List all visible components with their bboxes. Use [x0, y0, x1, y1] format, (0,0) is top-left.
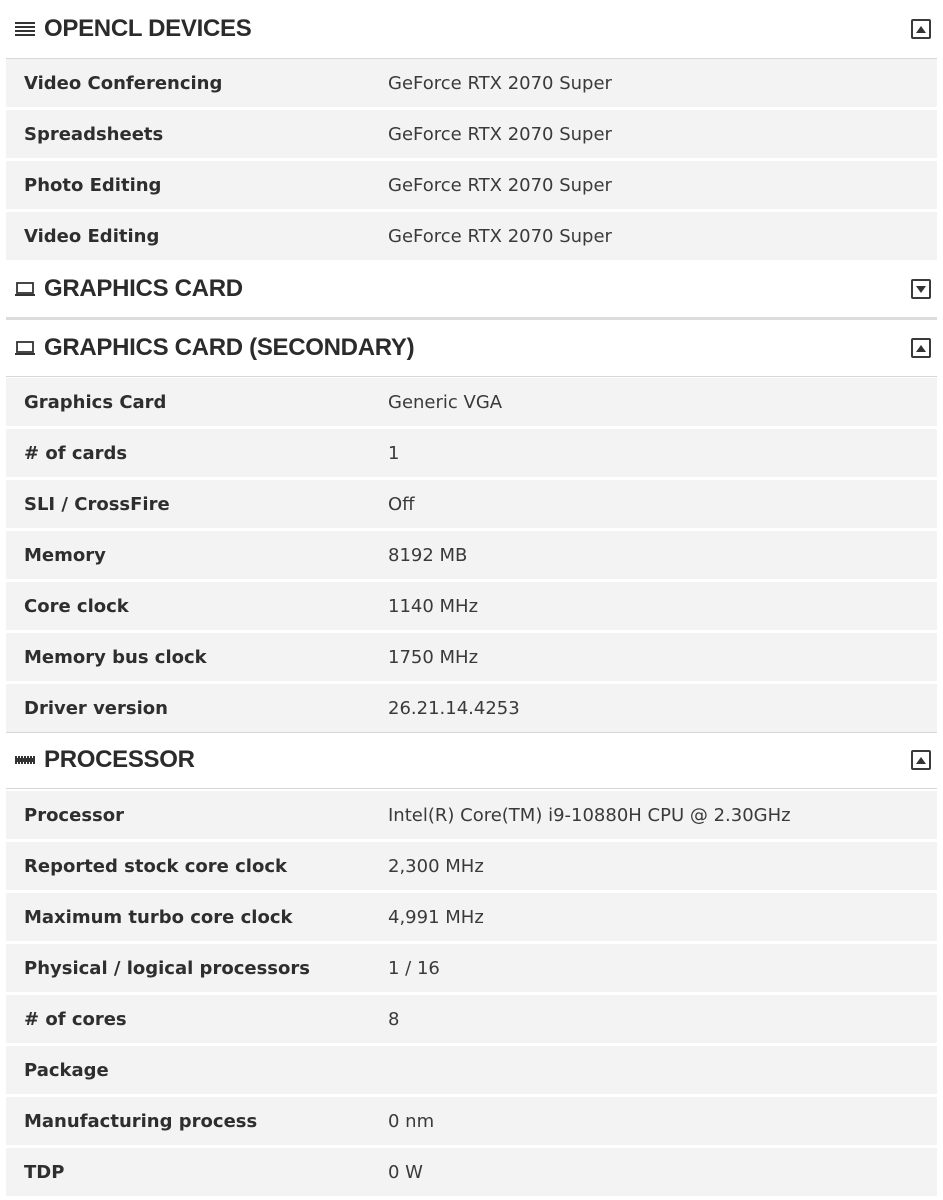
- row-value: GeForce RTX 2070 Super: [388, 174, 612, 196]
- row-label: Photo Editing: [24, 174, 162, 196]
- row-value: GeForce RTX 2070 Super: [388, 123, 612, 145]
- row-value: Generic VGA: [388, 391, 503, 413]
- row-label: Video Conferencing: [24, 72, 223, 94]
- row-label: # of cores: [24, 1008, 127, 1030]
- table-row: [6, 684, 937, 732]
- row-value: 0 W: [388, 1161, 423, 1183]
- table-row: [6, 59, 937, 110]
- divider: [6, 788, 937, 789]
- section-title: PROCESSOR: [44, 746, 195, 773]
- section-header-graphics-card-secondary[interactable]: [6, 320, 937, 376]
- chip-icon: [14, 750, 36, 770]
- section-header-processor[interactable]: [6, 733, 937, 787]
- graphics-secondary-rows: [6, 378, 937, 732]
- table-row: [6, 791, 937, 842]
- row-label: Spreadsheets: [24, 123, 164, 145]
- section-header-graphics-card[interactable]: [6, 261, 937, 317]
- collapse-toggle-icon[interactable]: [911, 19, 931, 39]
- row-value: 8: [388, 1008, 400, 1030]
- table-row: [6, 893, 937, 944]
- row-value: 1750 MHz: [388, 646, 479, 668]
- collapse-toggle-icon[interactable]: [911, 750, 931, 770]
- row-label: Physical / logical processors: [24, 957, 310, 979]
- opencl-rows: [6, 59, 937, 260]
- row-label: Core clock: [24, 595, 129, 617]
- row-label: Driver version: [24, 697, 168, 719]
- laptop-icon: [14, 338, 36, 358]
- row-value: 26.21.14.4253: [388, 697, 520, 719]
- table-row: [6, 944, 937, 995]
- divider: [6, 376, 937, 377]
- row-value: 2,300 MHz: [388, 855, 484, 877]
- table-row: [6, 1046, 937, 1097]
- table-row: [6, 110, 937, 161]
- row-value: GeForce RTX 2070 Super: [388, 72, 612, 94]
- section-title: GRAPHICS CARD (SECONDARY): [44, 334, 415, 361]
- row-label: # of cards: [24, 442, 128, 464]
- row-label: Maximum turbo core clock: [24, 906, 293, 928]
- table-row: [6, 582, 937, 633]
- table-row: [6, 842, 937, 893]
- table-row: [6, 429, 937, 480]
- table-row: [6, 378, 937, 429]
- expand-toggle-icon[interactable]: [911, 279, 931, 299]
- row-label: Package: [24, 1059, 109, 1081]
- section-title: OPENCL DEVICES: [44, 15, 252, 42]
- row-value: 1140 MHz: [388, 595, 479, 617]
- row-label: Reported stock core clock: [24, 855, 287, 877]
- table-row: [6, 212, 937, 260]
- processor-rows: [6, 791, 937, 1196]
- row-value: 8192 MB: [388, 544, 468, 566]
- row-value: 4,991 MHz: [388, 906, 484, 928]
- row-label: Manufacturing process: [24, 1110, 258, 1132]
- table-row: [6, 633, 937, 684]
- row-label: TDP: [24, 1161, 65, 1183]
- table-row: [6, 531, 937, 582]
- row-value: Off: [388, 493, 415, 515]
- row-label: Processor: [24, 804, 124, 826]
- row-value: 0 nm: [388, 1110, 435, 1132]
- table-row: [6, 1097, 937, 1148]
- row-value: 1: [388, 442, 400, 464]
- laptop-icon: [14, 279, 36, 299]
- list-icon: [14, 19, 36, 39]
- table-row: [6, 161, 937, 212]
- table-row: [6, 1148, 937, 1196]
- collapse-toggle-icon[interactable]: [911, 338, 931, 358]
- row-label: Video Editing: [24, 225, 160, 247]
- row-label: Graphics Card: [24, 391, 167, 413]
- table-row: [6, 995, 937, 1046]
- row-label: SLI / CrossFire: [24, 493, 170, 515]
- table-row: [6, 480, 937, 531]
- row-label: Memory bus clock: [24, 646, 207, 668]
- row-value: Intel(R) Core(TM) i9-10880H CPU @ 2.30GHz: [388, 804, 791, 826]
- section-header-opencl[interactable]: [6, 0, 937, 58]
- row-label: Memory: [24, 544, 106, 566]
- section-title: GRAPHICS CARD: [44, 275, 243, 302]
- row-value: GeForce RTX 2070 Super: [388, 225, 612, 247]
- row-value: 1 / 16: [388, 957, 440, 979]
